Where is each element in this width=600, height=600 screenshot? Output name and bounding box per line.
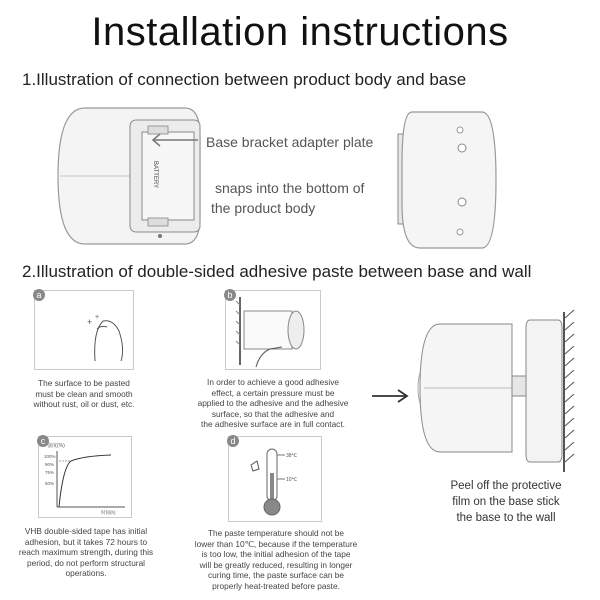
step-c-illustration	[38, 436, 132, 518]
thermo-hot: 38℃	[286, 453, 298, 459]
graph-y50: 50%	[45, 481, 55, 486]
base-illustration	[392, 104, 502, 254]
graph-xaxis: 时间(h)	[101, 510, 116, 515]
label-snaps-line2: the product body	[211, 200, 316, 216]
device-on-wall-illustration	[412, 308, 584, 478]
peel-instructions: Peel off the protective film on the base stick the base to the wall	[450, 480, 562, 524]
arrow-left-icon	[150, 130, 200, 150]
step-b-caption: In order to achieve a good adhesive effect, a certain pressure must be applied to the adhesive and the adhesive surface, so that the adhesive and the adhesive surface are in full contact.	[197, 377, 349, 429]
step-d-badge: d	[227, 435, 239, 447]
graph-y90: 90%	[45, 462, 55, 467]
graph-y75: 75%	[45, 470, 55, 475]
section1-heading: 1.Illustration of connection between product body and base	[22, 70, 467, 89]
thermo-cold: 10℃	[286, 477, 298, 483]
step-d-caption: The paste temperature should not be lower than 10℃, because if the temperature is too low, the initial adhesion of the tape will be greatly reduced, resulting in longer curing time, the paste surface can be properly heat-treated before paste.	[194, 528, 358, 591]
step-b-illustration	[225, 290, 321, 370]
step-c-caption: VHB double-sided tape has initial adhesion, but it takes 72 hours to reach maximum strength, during this period, do not perform structural operations.	[18, 526, 154, 578]
svg-text:+: +	[95, 314, 100, 321]
step-a-badge: a	[33, 289, 45, 301]
section2-heading: 2.Illustration of double-sided adhesive paste between base and wall	[22, 262, 532, 281]
graph-y100: 100%	[44, 454, 56, 459]
step-a-illustration	[34, 290, 134, 370]
product-body-illustration	[30, 96, 210, 256]
step-d-illustration	[228, 436, 322, 522]
battery-label: BATTERY	[152, 161, 158, 189]
graph-header: 强度(%)	[47, 443, 65, 449]
step-c-badge: c	[37, 435, 49, 447]
page-title: Installation instructions	[91, 10, 509, 54]
arrow-right-icon	[370, 388, 410, 404]
step-b-badge: b	[224, 289, 236, 301]
label-adapter-plate: Base bracket adapter plate	[206, 134, 374, 150]
label-snaps-line1: snaps into the bottom of	[215, 180, 365, 196]
step-a-caption: The surface to be pasted must be clean and smooth without rust, oil or dust, etc.	[33, 378, 135, 409]
svg-text:+: +	[87, 317, 93, 327]
